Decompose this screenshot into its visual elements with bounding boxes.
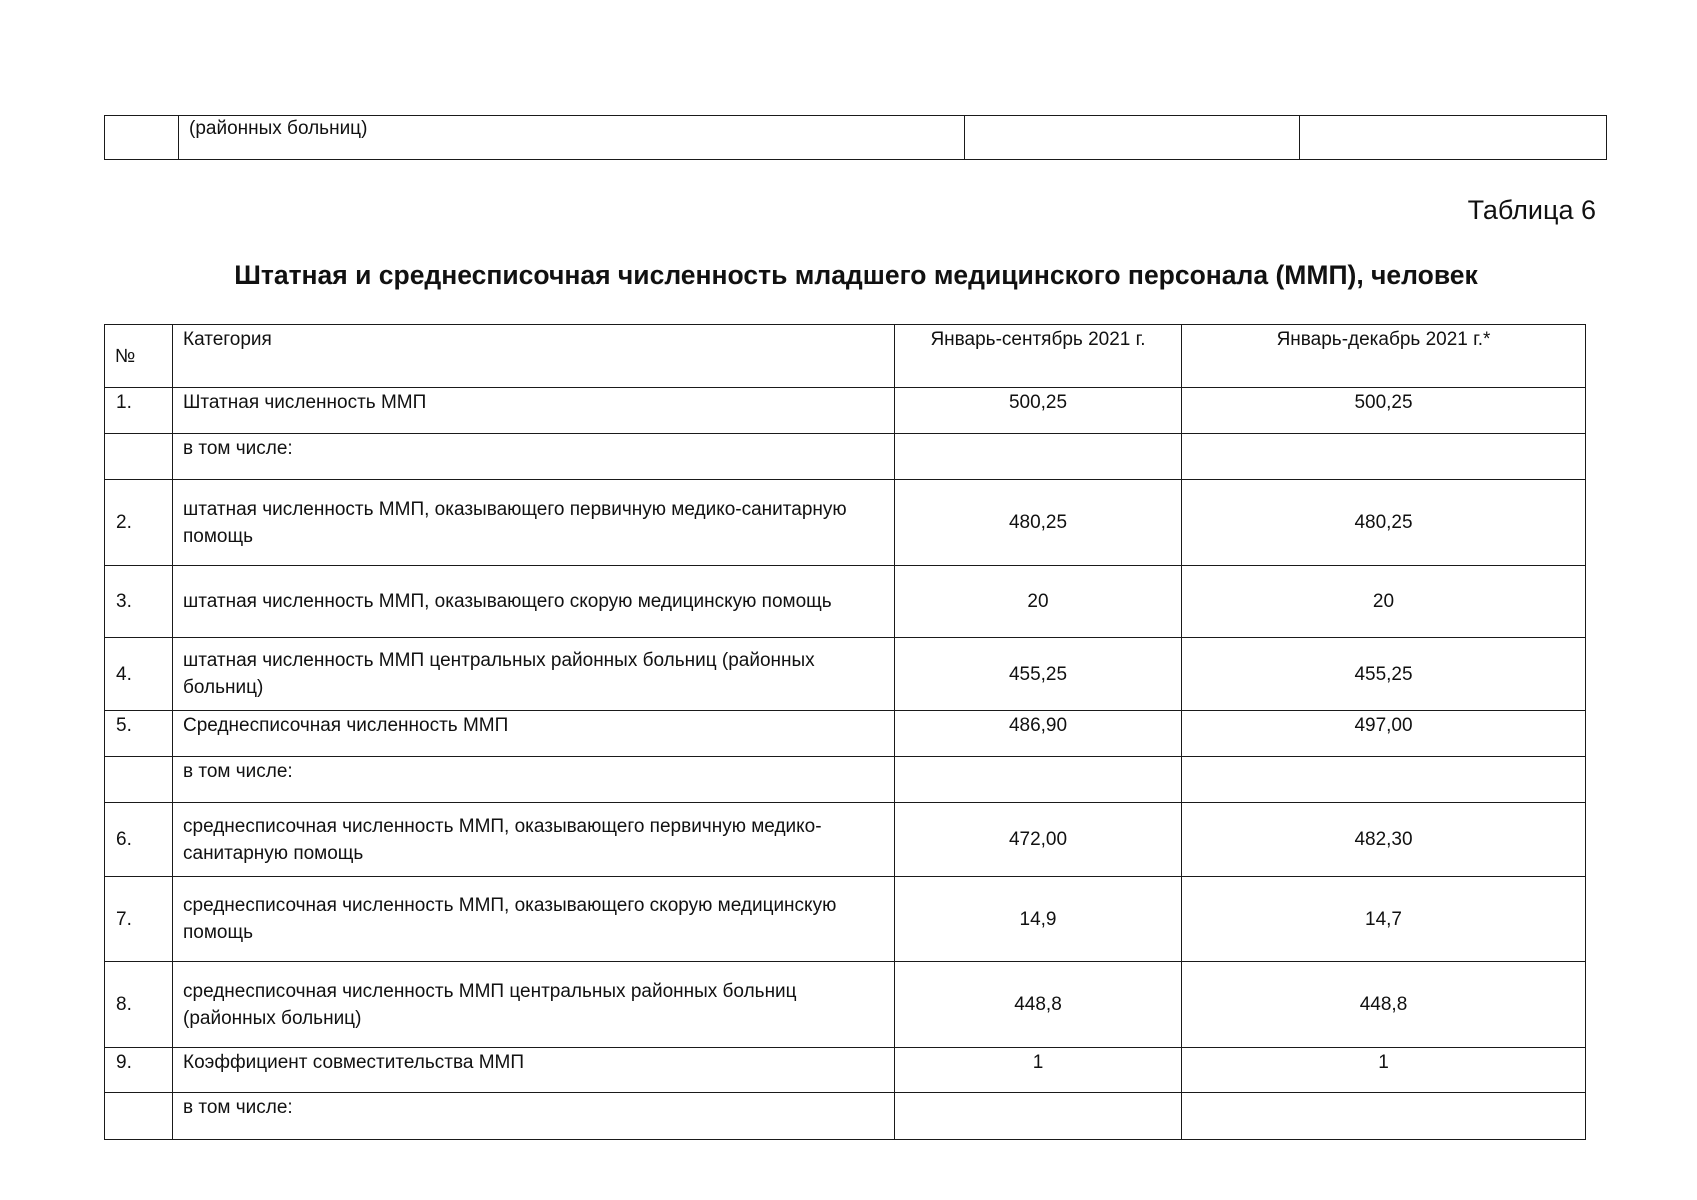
table-row bbox=[105, 962, 1586, 1048]
table-row bbox=[105, 803, 1586, 877]
value-cell: 480,25 bbox=[1182, 480, 1586, 566]
table-number: Таблица 6 bbox=[1467, 195, 1596, 225]
value-cell bbox=[1182, 434, 1586, 480]
row-number-cell: 4. bbox=[105, 638, 173, 711]
category-cell: Коэффициент совместительства ММП bbox=[173, 1048, 895, 1093]
row-number-cell: 7. bbox=[105, 877, 173, 962]
row-number-cell bbox=[105, 116, 179, 160]
category-cell: среднесписочная численность ММП, оказывающего скорую медицинскую помощь bbox=[173, 877, 895, 962]
category-cell: среднесписочная численность ММП, оказывающего первичную медико-санитарную помощь bbox=[173, 803, 895, 877]
value-cell: 486,90 bbox=[895, 711, 1182, 757]
value-cell bbox=[1182, 757, 1586, 803]
category-cell: в том числе: bbox=[173, 434, 895, 480]
row-number-cell: 2. bbox=[105, 480, 173, 566]
category-cell: в том числе: bbox=[173, 757, 895, 803]
category-cell: в том числе: bbox=[173, 1093, 895, 1140]
category-cell: штатная численность ММП, оказывающего первичную медико-санитарную помощь bbox=[173, 480, 895, 566]
value-cell bbox=[1182, 1093, 1586, 1140]
value-cell: 448,8 bbox=[895, 962, 1182, 1048]
row-number-cell: 6. bbox=[105, 803, 173, 877]
previous-table-fragment bbox=[104, 115, 1607, 160]
row-number-cell bbox=[105, 434, 173, 480]
header-period-2: Январь-декабрь 2021 г.* bbox=[1182, 325, 1586, 388]
value-cell bbox=[895, 434, 1182, 480]
table-row bbox=[105, 480, 1586, 566]
value-cell: 1 bbox=[895, 1048, 1182, 1093]
category-cell: штатная численность ММП, оказывающего скорую медицинскую помощь bbox=[173, 566, 895, 638]
value-cell: 20 bbox=[1182, 566, 1586, 638]
value-cell bbox=[895, 757, 1182, 803]
table-header-row bbox=[105, 325, 1586, 388]
value-cell: 14,9 bbox=[895, 877, 1182, 962]
category-cell: штатная численность ММП центральных районных больниц (районных больниц) bbox=[173, 638, 895, 711]
category-cell: Штатная численность ММП bbox=[173, 388, 895, 434]
row-number-cell: 8. bbox=[105, 962, 173, 1048]
header-category: Категория bbox=[173, 325, 895, 388]
row-number-cell: 5. bbox=[105, 711, 173, 757]
table-row bbox=[105, 711, 1586, 757]
value-cell: 497,00 bbox=[1182, 711, 1586, 757]
row-number-cell bbox=[105, 1093, 173, 1140]
header-period-1: Январь-сентябрь 2021 г. bbox=[895, 325, 1182, 388]
value-cell bbox=[1300, 116, 1607, 160]
table-row bbox=[105, 877, 1586, 962]
value-cell bbox=[895, 1093, 1182, 1140]
value-cell: 472,00 bbox=[895, 803, 1182, 877]
table-row bbox=[105, 1048, 1586, 1093]
category-cell: среднесписочная численность ММП центральных районных больниц (районных больниц) bbox=[173, 962, 895, 1048]
value-cell: 500,25 bbox=[895, 388, 1182, 434]
row-number-cell bbox=[105, 757, 173, 803]
value-cell: 480,25 bbox=[895, 480, 1182, 566]
table-row bbox=[105, 388, 1586, 434]
category-cell: Среднесписочная численность ММП bbox=[173, 711, 895, 757]
table-row bbox=[105, 434, 1586, 480]
table-row bbox=[105, 638, 1586, 711]
header-number: № bbox=[105, 325, 173, 388]
table-row bbox=[105, 757, 1586, 803]
row-number-cell: 9. bbox=[105, 1048, 173, 1093]
value-cell: 455,25 bbox=[895, 638, 1182, 711]
value-cell: 448,8 bbox=[1182, 962, 1586, 1048]
value-cell: 1 bbox=[1182, 1048, 1586, 1093]
value-cell bbox=[965, 116, 1300, 160]
value-cell: 455,25 bbox=[1182, 638, 1586, 711]
table-row bbox=[105, 566, 1586, 638]
row-number-cell: 3. bbox=[105, 566, 173, 638]
table-row bbox=[105, 116, 1607, 160]
table-title: Штатная и среднесписочная численность младшего медицинского персонала (ММП), человек bbox=[234, 260, 1478, 290]
value-cell: 482,30 bbox=[1182, 803, 1586, 877]
value-cell: 14,7 bbox=[1182, 877, 1586, 962]
category-cell: (районных больниц) bbox=[179, 116, 965, 160]
row-number-cell: 1. bbox=[105, 388, 173, 434]
value-cell: 500,25 bbox=[1182, 388, 1586, 434]
staffing-table bbox=[104, 324, 1586, 1140]
value-cell: 20 bbox=[895, 566, 1182, 638]
table-row bbox=[105, 1093, 1586, 1140]
